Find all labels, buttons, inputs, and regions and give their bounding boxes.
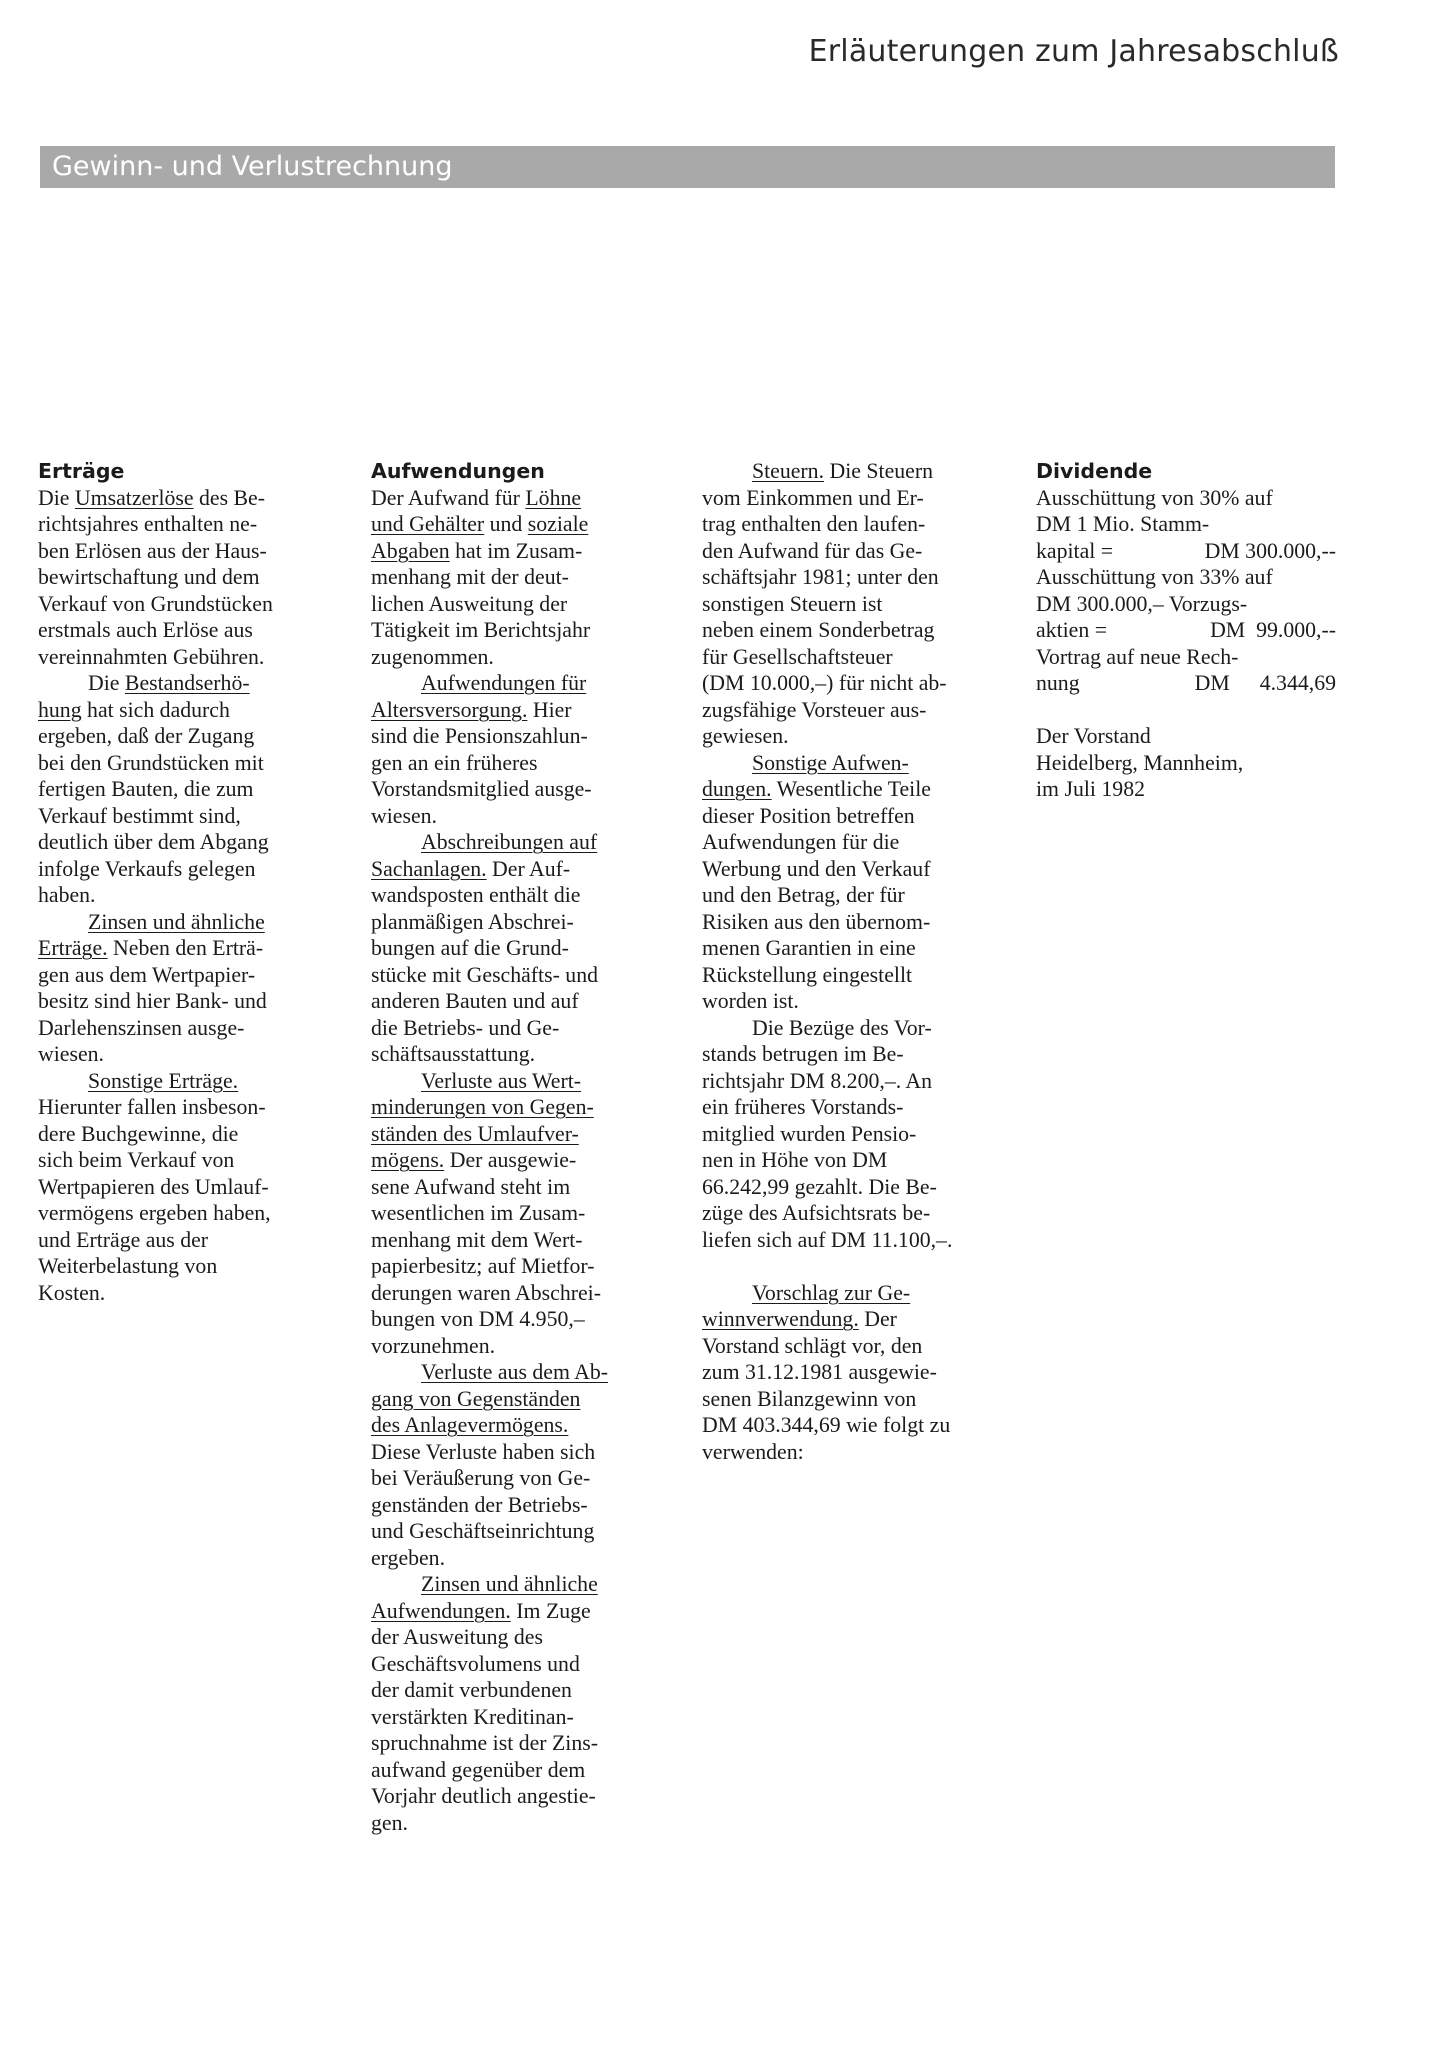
- text-line: sene Aufwand steht im: [371, 1174, 571, 1199]
- text-line: im Juli 1982: [1036, 777, 1145, 801]
- paragraph-sonstige-aufwendungen: [702, 750, 1007, 1015]
- text-line: erstmals auch Erlöse aus: [38, 618, 253, 642]
- underlined-term: soziale: [527, 512, 589, 536]
- text-line: DM 1 Mio. Stamm-: [1036, 512, 1210, 536]
- text-line: gewiesen.: [702, 724, 789, 748]
- text-line: Verkauf bestimmt sind,: [38, 803, 241, 828]
- text-line: bungen auf die Grund-: [371, 936, 569, 960]
- text-line: derungen waren Abschrei-: [371, 1280, 601, 1305]
- text-line: dieser Position betreffen: [702, 803, 915, 828]
- text-line: wiesen.: [371, 803, 437, 828]
- paragraph-zinsen-ertraege: [38, 909, 343, 1068]
- text-line: papierbesitz; auf Mietfor-: [371, 1254, 595, 1278]
- text-line: Zinsen und ähnliche: [421, 1572, 598, 1596]
- paragraph-umsatzerloese: [38, 485, 343, 671]
- text-line: Heidelberg, Mannheim,: [1036, 750, 1244, 775]
- text-line: sind die Pensionszahlun-: [371, 724, 588, 748]
- text-line: DM 300.000,– Vorzugs-: [1036, 591, 1248, 616]
- heading-dividende: Dividende: [1036, 459, 1153, 483]
- underlined-term: winnverwendung.: [702, 1307, 859, 1331]
- dividend-table: [1036, 485, 1341, 697]
- text-line: vom Einkommen und Er-: [702, 485, 924, 510]
- text-line: des Anlagevermögens.: [371, 1413, 569, 1437]
- column-ertraege: [38, 458, 343, 1306]
- text-line: für Gesellschaftsteuer: [702, 644, 893, 669]
- text-line: Altersversorgung. Hier: [371, 697, 572, 722]
- text-line: Diese Verluste haben sich: [371, 1439, 596, 1464]
- text-line: ständen des Umlaufver-: [371, 1121, 579, 1146]
- dividend-row-vorzugsaktien: aktien = DM 99.000,--: [1036, 618, 1336, 642]
- text-line: bewirtschaftung und dem: [38, 565, 260, 589]
- heading-ertraege: Erträge: [38, 459, 125, 483]
- text-line: züge des Aufsichtsrats be-: [702, 1201, 931, 1225]
- text-line: gen aus dem Wertpapier-: [38, 962, 256, 987]
- text-line: zugenommen.: [371, 644, 494, 669]
- text-line: gang von Gegenständen: [371, 1386, 581, 1411]
- text-line: Vorstandsmitglied ausge-: [371, 777, 592, 801]
- text-line: Verluste aus dem Ab-: [421, 1360, 609, 1384]
- text-line: bei Veräußerung von Ge-: [371, 1466, 591, 1490]
- section-title-bar: [40, 146, 1335, 188]
- text-line: Verkauf von Grundstücken: [38, 591, 273, 616]
- text-line: dere Buchgewinne, die: [38, 1121, 239, 1146]
- text-line: verstärkten Kreditinan-: [371, 1704, 574, 1729]
- text-line: Darlehenszinsen ausge-: [38, 1015, 245, 1040]
- text-line: schäftsjahr 1981; unter den: [702, 565, 939, 589]
- text-line: Die Umsatzerlöse des Be-: [38, 485, 265, 510]
- text-line: und Geschäftseinrichtung: [371, 1519, 595, 1543]
- underlined-term: Steuern.: [752, 459, 825, 483]
- text-line: genständen der Betriebs-: [371, 1492, 588, 1517]
- text-line: anderen Bauten und auf: [371, 989, 579, 1013]
- text-line: besitz sind hier Bank- und: [38, 989, 267, 1013]
- term-sonstige-ertraege: Sonstige Erträge.: [88, 1068, 239, 1093]
- text-line: zum 31.12.1981 ausgewie-: [702, 1360, 937, 1384]
- text-line: winnverwendung. Der: [702, 1307, 897, 1331]
- text-line: wandsposten enthält die: [371, 883, 581, 907]
- text-line: Sachanlagen. Der Auf-: [371, 856, 571, 881]
- text-line: Vortrag auf neue Rech-: [1036, 644, 1239, 669]
- text-line: senen Bilanzgewinn von: [702, 1386, 917, 1411]
- text-line: Hierunter fallen insbeson-: [38, 1095, 266, 1119]
- text-line: ein früheres Vorstands-: [702, 1095, 904, 1119]
- underlined-term: Aufwendungen.: [371, 1598, 511, 1623]
- text-line: trag enthalten den laufen-: [702, 512, 926, 536]
- underlined-term: hung: [38, 697, 82, 722]
- text-line: menen Garantien in eine: [702, 936, 916, 960]
- text-line: Ausschüttung von 30% auf: [1036, 485, 1273, 510]
- text-line: aufwand gegenüber dem: [371, 1757, 586, 1782]
- text-line: Vorjahr deutlich angestie-: [371, 1784, 596, 1808]
- text-line: Vorstand schlägt vor, den: [702, 1333, 923, 1358]
- paragraph-altersversorgung: [371, 670, 676, 829]
- paragraph-bestandserhoehung: [38, 670, 343, 909]
- text-line: Steuern. Die Steuern: [752, 459, 933, 483]
- text-line: Werbung und den Verkauf: [702, 856, 931, 881]
- text-line: zugsfähige Vorsteuer aus-: [702, 697, 927, 722]
- text-line: deutlich über dem Abgang: [38, 830, 269, 854]
- text-line: spruchnahme ist der Zins-: [371, 1731, 598, 1755]
- dividend-row-vortrag: nung DM 4.344,69: [1036, 671, 1336, 695]
- underlined-term: Altersversorgung.: [371, 697, 528, 722]
- text-line: Abschreibungen auf: [421, 830, 598, 854]
- text-line: DM 403.344,69 wie folgt zu: [702, 1413, 951, 1437]
- column-aufwendungen: [371, 458, 676, 1836]
- text-line: ben Erlösen aus der Haus-: [38, 538, 267, 563]
- paragraph-bezuege: [702, 1015, 1007, 1254]
- text-line: nen in Höhe von DM: [702, 1148, 888, 1172]
- text-line: Abgaben hat im Zusam-: [371, 538, 583, 563]
- text-line: schäftsausstattung.: [371, 1042, 536, 1066]
- text-line: Der Vorstand: [1036, 724, 1151, 748]
- text-line: wiesen.: [38, 1042, 104, 1066]
- text-line: gen.: [371, 1810, 408, 1835]
- page-header-title: Erläuterungen zum Jahresabschluß: [808, 34, 1339, 69]
- text-line: Erträge. Neben den Erträ-: [38, 936, 264, 960]
- paragraph-verluste-umlaufvermoegen: [371, 1068, 676, 1360]
- text-line: und Erträge aus der: [38, 1227, 209, 1252]
- text-line: minderungen von Gegen-: [371, 1095, 594, 1119]
- paragraph-abschreibungen: [371, 829, 676, 1068]
- paragraph-verluste-anlagevermoegen: [371, 1359, 676, 1571]
- text-line: menhang mit dem Wert-: [371, 1227, 583, 1252]
- text-line: Wertpapieren des Umlauf-: [38, 1174, 269, 1199]
- column-dividende: [1036, 458, 1341, 803]
- paragraph-sonstige-ertraege: [38, 1068, 343, 1307]
- column-steuern-vorschlag: [702, 458, 1007, 1465]
- text-line: Ausschüttung von 33% auf: [1036, 565, 1273, 589]
- text-line: Aufwendungen für die: [702, 830, 900, 854]
- text-line: stücke mit Geschäfts- und: [371, 962, 598, 987]
- text-line: haben.: [38, 883, 96, 907]
- text-line: Aufwendungen. Im Zuge: [371, 1598, 591, 1623]
- text-line: Kosten.: [38, 1280, 106, 1305]
- text-line: vorzunehmen.: [371, 1333, 496, 1358]
- text-line: infolge Verkaufs gelegen: [38, 856, 256, 881]
- text-line: fertigen Bauten, die zum: [38, 777, 254, 801]
- text-line: worden ist.: [702, 989, 799, 1013]
- text-line: den Aufwand für das Ge-: [702, 538, 923, 563]
- term-zinsen-ertraege: Zinsen und ähnliche: [88, 909, 265, 934]
- underlined-term: Abgaben: [371, 538, 450, 563]
- text-line: der Ausweitung des: [371, 1625, 543, 1649]
- text-line: Geschäftsvolumens und: [371, 1651, 580, 1676]
- text-line: 66.242,99 gezahlt. Die Be-: [702, 1174, 937, 1199]
- paragraph-gewinnverwendung: [702, 1280, 1007, 1466]
- text-line: und Gehälter und soziale: [371, 512, 589, 536]
- text-line: neben einem Sonderbetrag: [702, 618, 935, 642]
- text-line: und den Betrag, der für: [702, 883, 905, 907]
- text-line: Rückstellung eingestellt: [702, 962, 913, 987]
- text-line: Die Bestandserhö-: [88, 671, 250, 695]
- text-line: sonstigen Steuern ist: [702, 591, 883, 616]
- section-title: Gewinn- und Verlustrechnung: [52, 151, 453, 182]
- text-line: die Betriebs- und Ge-: [371, 1015, 560, 1040]
- underlined-term: Löhne: [525, 485, 582, 510]
- text-line: stands betrugen im Be-: [702, 1042, 904, 1066]
- text-line: Weiterbelastung von: [38, 1254, 218, 1278]
- text-line: lichen Ausweitung der: [371, 591, 568, 616]
- text-line: gen an ein früheres: [371, 750, 538, 775]
- text-line: menhang mit der deut-: [371, 565, 569, 589]
- text-line: ergeben.: [371, 1545, 446, 1570]
- text-line: richtsjahr DM 8.200,–. An: [702, 1068, 933, 1093]
- text-line: vermögens ergeben haben,: [38, 1201, 271, 1225]
- underlined-term: dungen.: [702, 777, 772, 801]
- text-line: sich beim Verkauf von: [38, 1148, 235, 1172]
- text-line: Vorschlag zur Ge-: [752, 1280, 911, 1305]
- text-line: mitglied wurden Pensio-: [702, 1121, 917, 1146]
- text-line: richtsjahres enthalten ne-: [38, 512, 258, 536]
- text-line: verwenden:: [702, 1439, 804, 1464]
- dividend-row-stammkapital: kapital = DM 300.000,--: [1036, 538, 1336, 563]
- paragraph-steuern: [702, 458, 1007, 750]
- text-line: der damit verbundenen: [371, 1678, 572, 1702]
- paragraph-zinsen-aufwendungen: [371, 1571, 676, 1836]
- underlined-term: mögens.: [371, 1148, 445, 1172]
- text-line: (DM 10.000,–) für nicht ab-: [702, 671, 947, 695]
- signature-block: [1036, 723, 1341, 803]
- text-line: bei den Grundstücken mit: [38, 750, 264, 775]
- underlined-term: und Gehälter: [371, 512, 485, 536]
- text-line: liefen sich auf DM 11.100,–.: [702, 1227, 953, 1252]
- text-line: bungen von DM 4.950,–: [371, 1307, 585, 1331]
- underlined-term: Sachanlagen.: [371, 856, 487, 881]
- text-line: dungen. Wesentliche Teile: [702, 777, 931, 801]
- term-bestandserhoehung: Bestandserhö-: [124, 671, 250, 695]
- text-line: Verluste aus Wert-: [421, 1068, 582, 1093]
- underlined-term: Erträge.: [38, 936, 108, 960]
- text-line: Risiken aus den übernom-: [702, 909, 931, 934]
- heading-aufwendungen: Aufwendungen: [371, 459, 545, 483]
- text-line: Die Bezüge des Vor-: [752, 1015, 932, 1040]
- text-line: mögens. Der ausgewie-: [371, 1148, 577, 1172]
- text-line: ergeben, daß der Zugang: [38, 724, 255, 748]
- text-line: vereinnahmten Gebühren.: [38, 644, 265, 669]
- text-line: Aufwendungen für: [421, 671, 587, 695]
- text-line: hung hat sich dadurch: [38, 697, 230, 722]
- text-line: Sonstige Aufwen-: [752, 750, 909, 775]
- text-line: wesentlichen im Zusam-: [371, 1201, 586, 1225]
- term-umsatzerloese: Umsatzerlöse: [74, 485, 194, 510]
- text-line: Tätigkeit im Berichtsjahr: [371, 618, 591, 642]
- paragraph-personalaufwand: [371, 485, 676, 671]
- text-line: planmäßigen Abschrei-: [371, 909, 574, 934]
- text-line: Der Aufwand für Löhne: [371, 485, 582, 510]
